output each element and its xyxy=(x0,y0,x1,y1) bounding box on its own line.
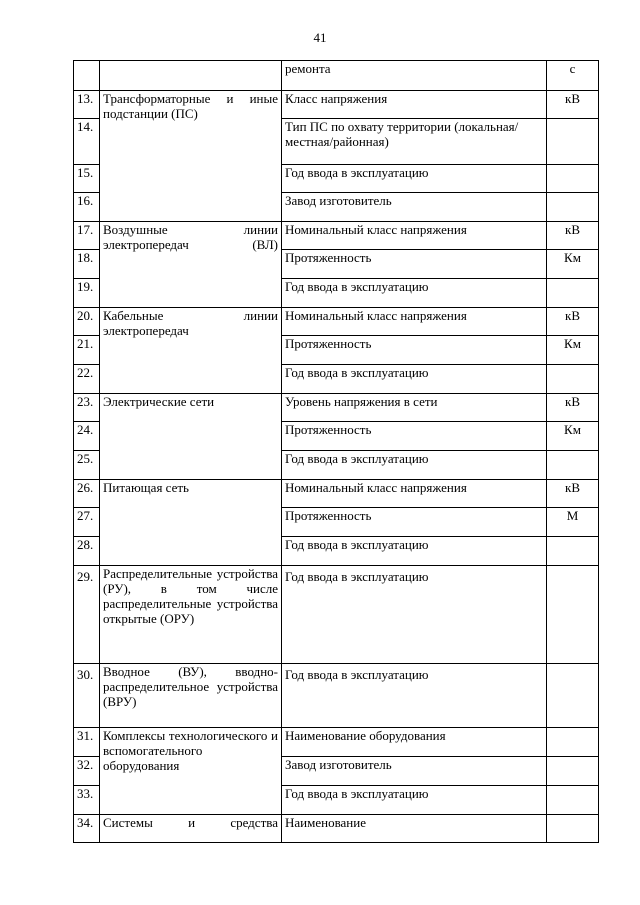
unit xyxy=(547,566,599,664)
row-number: 19. xyxy=(74,279,100,308)
object-name: Системы и средства xyxy=(100,815,282,843)
unit: кВ xyxy=(547,222,599,250)
row-number: 34. xyxy=(74,815,100,843)
table-row xyxy=(74,566,599,664)
row-number: 31. xyxy=(74,728,100,757)
parameter: Номинальный класс напряжения xyxy=(282,308,547,336)
parameter: Год ввода в эксплуатацию xyxy=(282,365,547,394)
unit xyxy=(547,728,599,757)
table-row xyxy=(74,61,599,91)
parameter: Год ввода в эксплуатацию xyxy=(282,165,547,193)
object-name: Кабельные линии электропередач xyxy=(100,308,282,394)
row-number: 16. xyxy=(74,193,100,222)
parameter: Завод изготовитель xyxy=(282,757,547,786)
unit: Км xyxy=(547,422,599,451)
table-row xyxy=(74,815,599,843)
unit: М xyxy=(547,508,599,537)
row-number: 33. xyxy=(74,786,100,815)
unit: с xyxy=(547,61,599,91)
object-name: Воздушные линии электропередач (ВЛ) xyxy=(100,222,282,308)
unit xyxy=(547,119,599,165)
parameter: Год ввода в эксплуатацию xyxy=(282,279,547,308)
table-row xyxy=(74,91,599,119)
unit xyxy=(547,365,599,394)
parameter: Год ввода в эксплуатацию xyxy=(282,451,547,480)
row-number: 25. xyxy=(74,451,100,480)
row-number: 32. xyxy=(74,757,100,786)
unit xyxy=(547,193,599,222)
row-number: 27. xyxy=(74,508,100,537)
unit: Км xyxy=(547,336,599,365)
parameter: Протяженность xyxy=(282,336,547,365)
parameter: Наименование оборудования xyxy=(282,728,547,757)
parameter: Протяженность xyxy=(282,422,547,451)
table-row xyxy=(74,480,599,508)
parameter: Класс напряжения xyxy=(282,91,547,119)
row-number: 26. xyxy=(74,480,100,508)
unit: кВ xyxy=(547,480,599,508)
row-number: 29. xyxy=(74,566,100,664)
object-name: Электрические сети xyxy=(100,394,282,480)
unit xyxy=(547,757,599,786)
row-number: 13. xyxy=(74,91,100,119)
object-name: Распределительные устройства (РУ), в том числе распределительные устройства открытые (ОРУ) xyxy=(100,566,282,664)
table-row xyxy=(74,728,599,757)
row-number: 30. xyxy=(74,664,100,728)
page-number: 41 xyxy=(313,30,327,45)
row-number: 17. xyxy=(74,222,100,250)
unit: Км xyxy=(547,250,599,279)
parameter: ремонта xyxy=(282,61,547,91)
unit xyxy=(547,165,599,193)
table-row xyxy=(74,664,599,728)
unit: кВ xyxy=(547,308,599,336)
row-number: 23. xyxy=(74,394,100,422)
parameter: Год ввода в эксплуатацию xyxy=(282,566,547,664)
row-number: 24. xyxy=(74,422,100,451)
parameter: Год ввода в эксплуатацию xyxy=(282,537,547,566)
parameter: Год ввода в эксплуатацию xyxy=(282,664,547,728)
row-number xyxy=(74,61,100,91)
parameter: Год ввода в эксплуатацию xyxy=(282,786,547,815)
row-number: 15. xyxy=(74,165,100,193)
row-number: 14. xyxy=(74,119,100,165)
unit xyxy=(547,664,599,728)
unit xyxy=(547,786,599,815)
table-row xyxy=(74,222,599,250)
table-row xyxy=(74,308,599,336)
parameter: Тип ПС по охвату территории (локальная/местная/районная) xyxy=(282,119,547,165)
object-name: Питающая сеть xyxy=(100,480,282,566)
unit: кВ xyxy=(547,394,599,422)
object-name: Вводное (ВУ), вводно-распределительное устройства (ВРУ) xyxy=(100,664,282,728)
parameter: Протяженность xyxy=(282,508,547,537)
parameter: Наименование xyxy=(282,815,547,843)
unit xyxy=(547,815,599,843)
parameter: Уровень напряжения в сети xyxy=(282,394,547,422)
parameter: Номинальный класс напряжения xyxy=(282,222,547,250)
object-name xyxy=(100,61,282,91)
row-number: 22. xyxy=(74,365,100,394)
unit xyxy=(547,451,599,480)
parameter: Номинальный класс напряжения xyxy=(282,480,547,508)
unit xyxy=(547,537,599,566)
row-number: 20. xyxy=(74,308,100,336)
unit: кВ xyxy=(547,91,599,119)
table-row xyxy=(74,394,599,422)
object-name: Комплексы технологического и вспомогательного оборудования xyxy=(100,728,282,815)
object-name: Трансформаторные и иные подстанции (ПС) xyxy=(100,91,282,222)
parameter: Протяженность xyxy=(282,250,547,279)
specification-table xyxy=(73,60,599,843)
row-number: 18. xyxy=(74,250,100,279)
row-number: 21. xyxy=(74,336,100,365)
unit xyxy=(547,279,599,308)
parameter: Завод изготовитель xyxy=(282,193,547,222)
row-number: 28. xyxy=(74,537,100,566)
